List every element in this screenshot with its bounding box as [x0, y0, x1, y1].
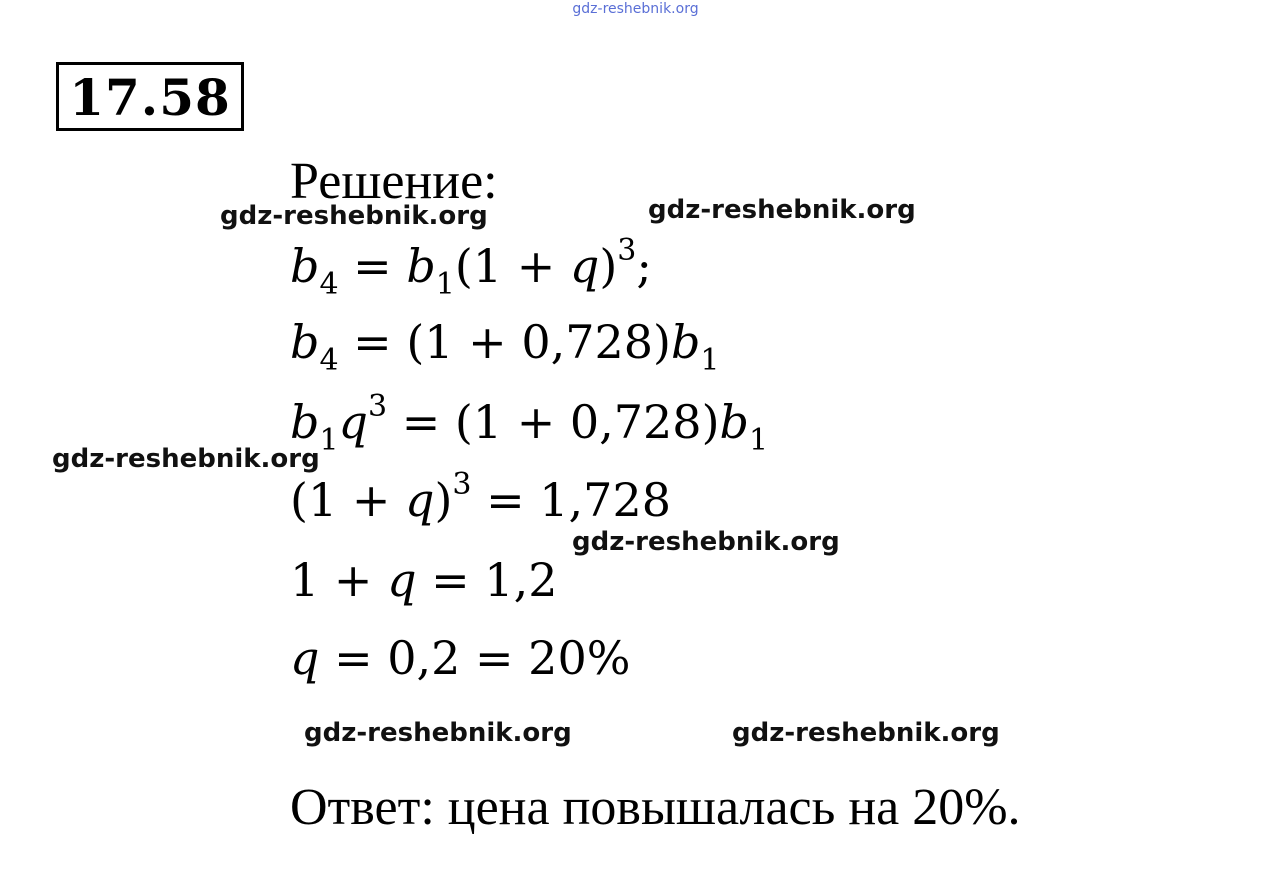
problem-number: 17.58: [56, 62, 244, 131]
subscript: 4: [319, 343, 339, 378]
var-b: b: [406, 239, 436, 293]
expression: (1 +: [290, 473, 405, 527]
expression: = 1,2: [416, 553, 558, 607]
expression: = (1 + 0,728): [387, 395, 720, 449]
solution-step-5: [290, 550, 557, 610]
subscript: 1: [700, 343, 720, 378]
var-b: b: [290, 239, 320, 293]
solution-heading: Решение:: [290, 153, 498, 210]
exponent: 3: [617, 233, 637, 268]
subscript: 1: [435, 267, 455, 302]
watermark: gdz-reshebnik.org: [732, 718, 1000, 748]
var-q: q: [387, 553, 417, 607]
subscript: 1: [319, 423, 339, 458]
expression: ): [434, 473, 453, 527]
var-b: b: [290, 395, 320, 449]
var-b: b: [290, 315, 320, 369]
answer-text: Ответ: цена повышалась на 20%.: [290, 779, 1021, 836]
expression: ): [599, 239, 618, 293]
solution-step-1: [290, 233, 652, 302]
watermark: gdz-reshebnik.org: [220, 201, 488, 231]
operator: =: [338, 239, 407, 293]
var-q: q: [405, 473, 435, 527]
solution-step-4: [290, 467, 671, 530]
expression: 1 +: [290, 553, 388, 607]
expression: = (1 + 0,728): [338, 315, 671, 369]
watermark: gdz-reshebnik.org: [648, 195, 916, 225]
expression: = 0,2 = 20%: [319, 631, 631, 685]
var-q: q: [569, 239, 600, 293]
var-q: q: [290, 631, 320, 685]
watermark: gdz-reshebnik.org: [572, 527, 840, 557]
subscript: 4: [319, 267, 339, 302]
var-q: q: [338, 395, 368, 449]
exponent: 3: [368, 389, 388, 424]
solution-step-3: [290, 389, 769, 458]
expression: (1 +: [454, 239, 570, 293]
expression: = 1,728: [471, 473, 671, 527]
watermark: gdz-reshebnik.org: [52, 444, 320, 474]
var-b: b: [719, 395, 749, 449]
solution-step-2: [290, 312, 720, 378]
expression: ;: [636, 239, 652, 293]
exponent: 3: [452, 467, 472, 502]
solution-step-6: [290, 628, 630, 688]
watermark: gdz-reshebnik.org: [304, 718, 572, 748]
subscript: 1: [748, 423, 769, 458]
site-link[interactable]: gdz-reshebnik.org: [572, 1, 699, 17]
var-b: b: [670, 315, 701, 369]
